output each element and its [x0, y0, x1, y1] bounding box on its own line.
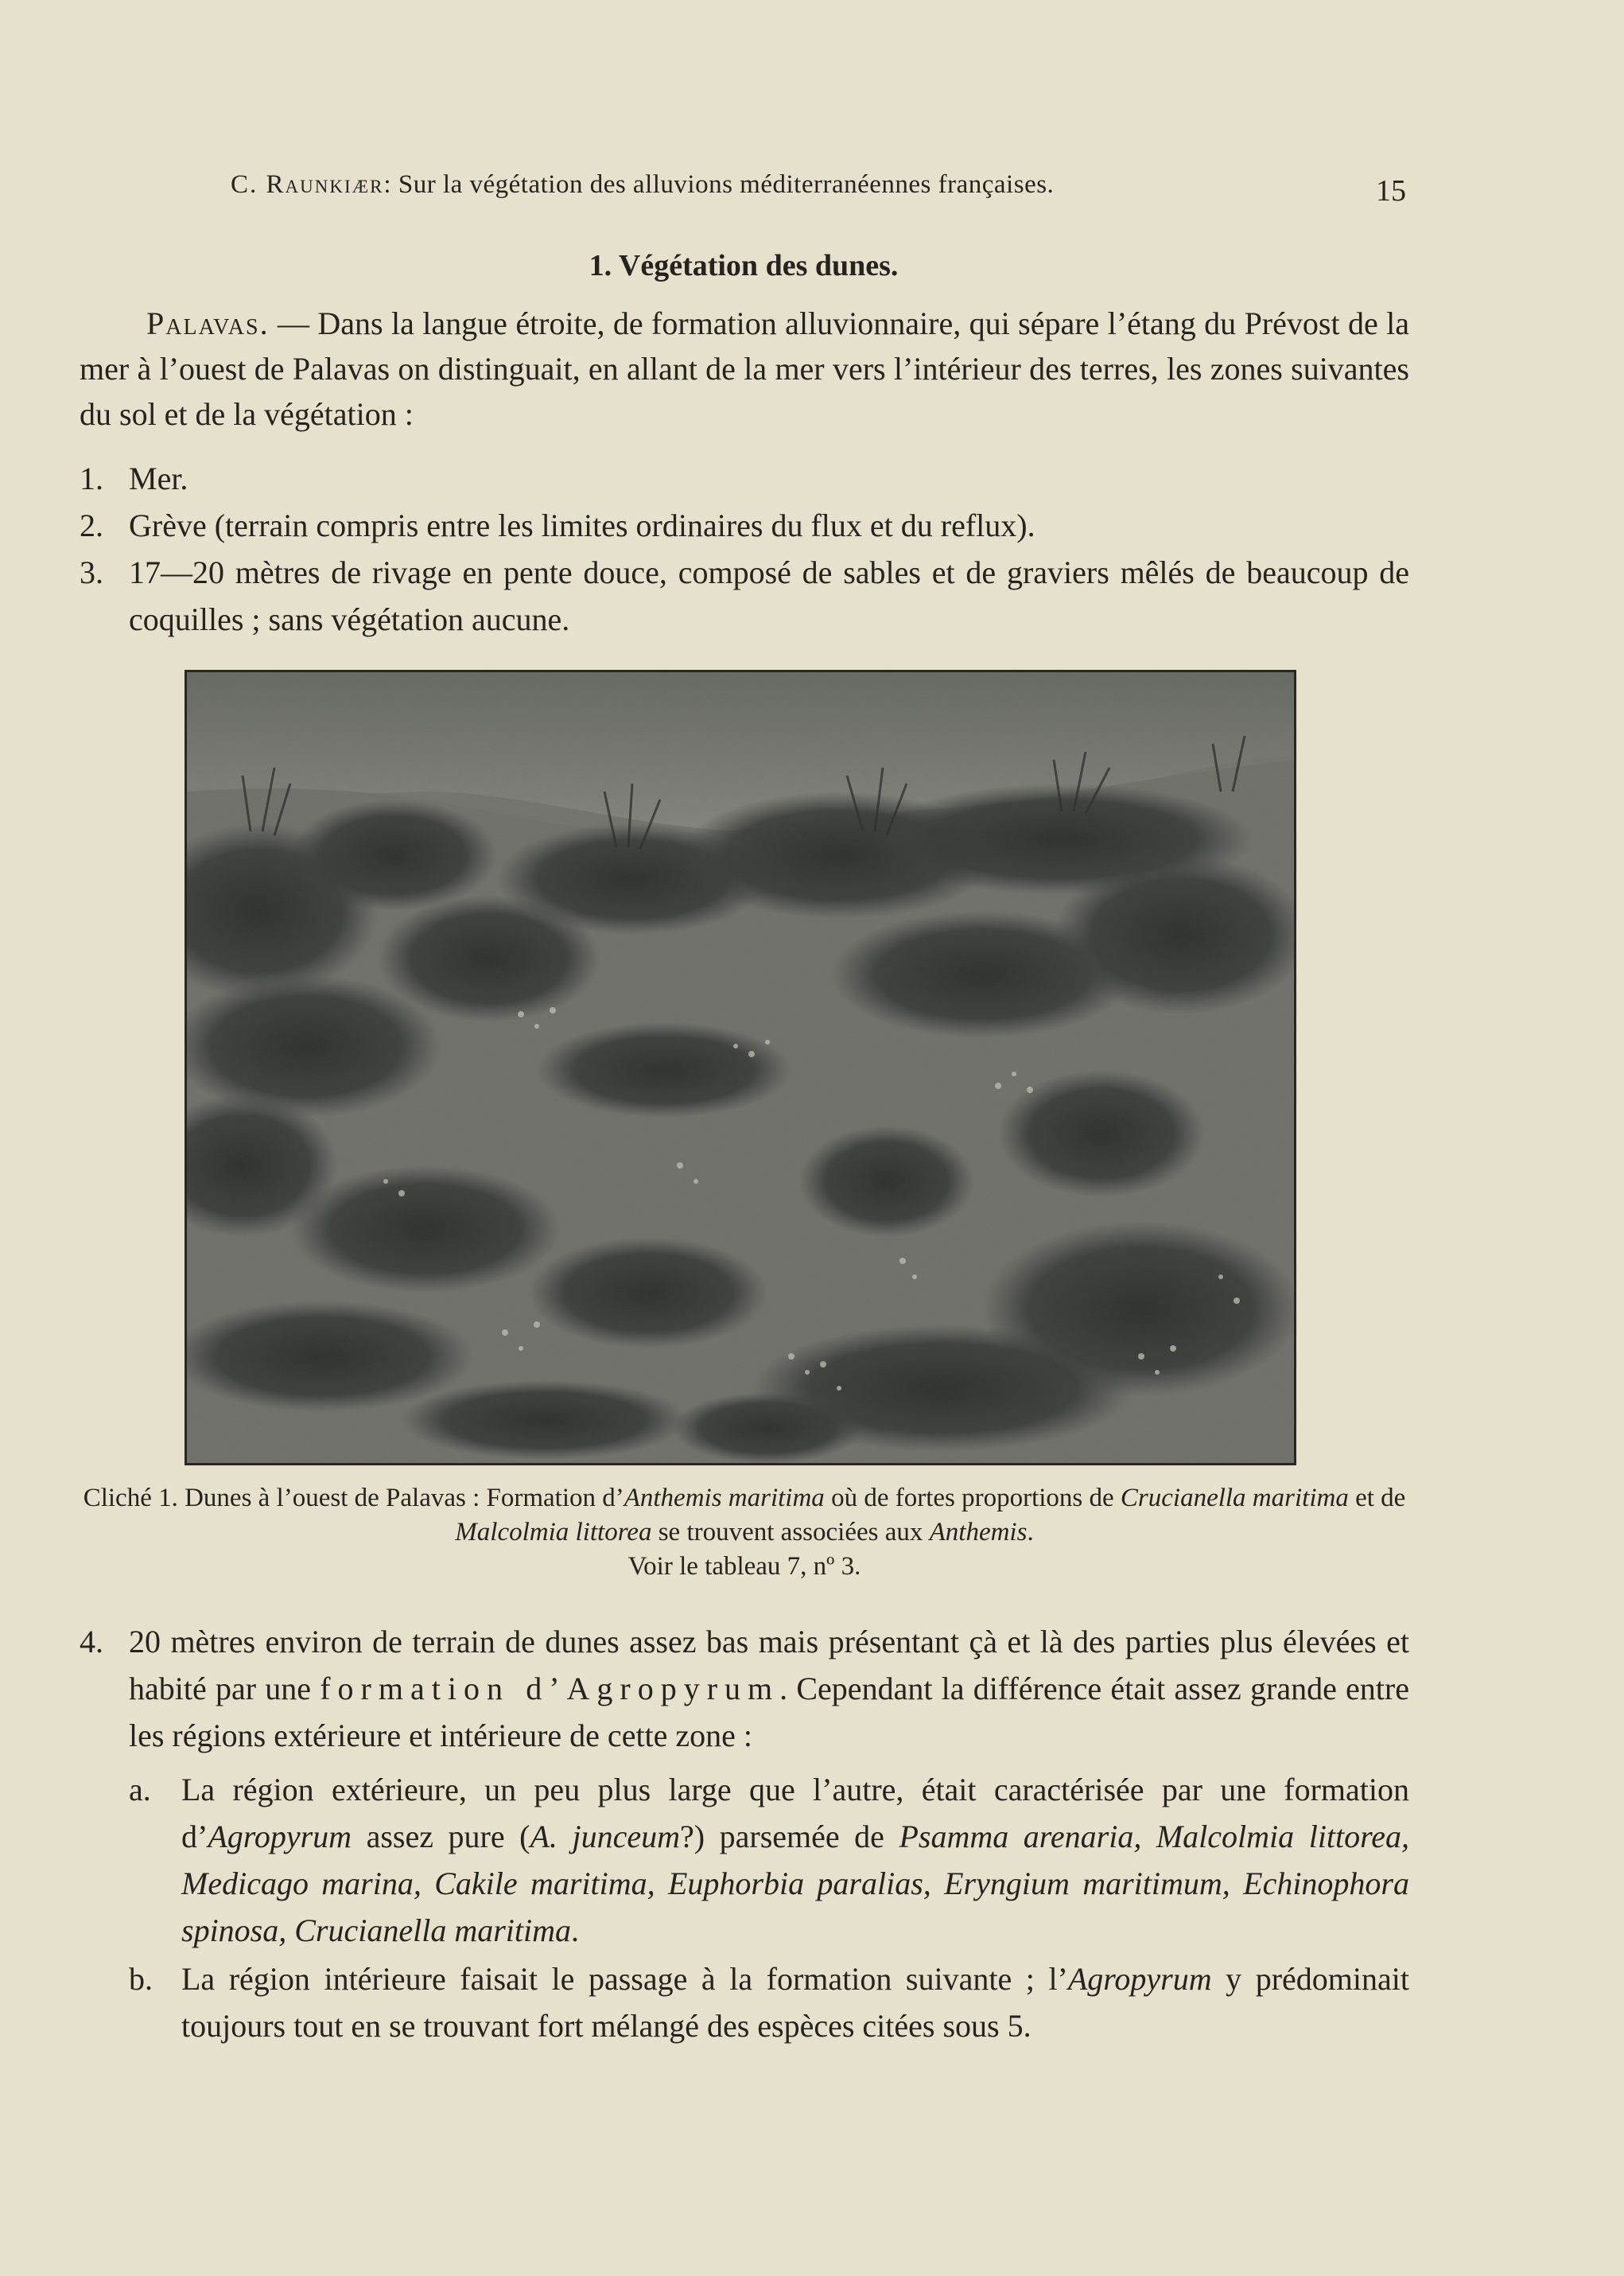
zone-text: Grève (terrain compris entre les limites ordinaires du flux et du reflux).: [129, 508, 1035, 543]
zone-text: [129, 1618, 1409, 1759]
zone-item-4: [80, 1618, 1409, 1759]
intro-lead: Palavas.: [146, 305, 270, 341]
formation-name: formation d’Agropyrum: [320, 1671, 780, 1706]
sub-text-part: assez pure (: [352, 1819, 530, 1854]
sub-item-text: [181, 1955, 1409, 2049]
running-head-author: C. Raunkiær: [231, 170, 384, 199]
caption-species: Anthemis maritima: [624, 1484, 825, 1512]
zone-number: 1.: [80, 461, 103, 496]
zone-item-2: [80, 502, 1409, 549]
caption-text: .: [1027, 1518, 1034, 1547]
zone-number: 2.: [80, 508, 103, 543]
sub-item-a: [129, 1766, 1409, 1954]
sub-item-text: [181, 1766, 1409, 1954]
sub-text-part: ?) parsemée de: [680, 1819, 899, 1854]
caption-text: où de fortes proportions de: [824, 1484, 1121, 1512]
zone-text-part: . Cependant la différence était assez grande entre les régions extérieure et intérieure de cette zone :: [129, 1671, 1409, 1753]
zone-item-1: [80, 455, 1409, 502]
running-head: [231, 170, 1408, 200]
intro-text: — Dans la langue étroite, de formation alluvionnaire, qui sépare l’étang du Prévost de la mer à l’ouest de Palavas on distinguait, en allant de la mer vers l’intérieur des terres, les zones suivantes du sol et de la végétation :: [80, 305, 1409, 432]
zone-text-part: 20 mètres environ de terrain de dunes assez bas mais présentant çà et là des parties plus élevées et habité par une: [129, 1624, 1409, 1706]
species-list: Psamma arenaria, Malcolmia littorea, Medicago marina, Cakile maritima, Euphorbia paralias, Eryngium maritimum, Echinophora spinosa, Crucianella maritima: [181, 1819, 1409, 1948]
zone-text: Mer.: [129, 461, 188, 496]
caption-text: se trouvent associées aux: [651, 1518, 930, 1547]
caption-species: Anthemis: [929, 1518, 1028, 1547]
intro-paragraph: [80, 301, 1409, 437]
page-number: 15: [1376, 174, 1406, 208]
caption-species: Malcolmia littorea: [455, 1518, 652, 1547]
dune-photograph: [185, 670, 1296, 1465]
sub-text-part: La région extérieure, un peu plus large que l’autre, était caractérisée par une formation d’: [181, 1772, 1409, 1854]
caption-text: Cliché 1. Dunes à l’ouest de Palavas : Formation d’: [83, 1484, 624, 1512]
species-name: Agropyrum: [1067, 1961, 1212, 1997]
caption-species: Crucianella maritima: [1120, 1484, 1349, 1512]
section-title: 1. Végétation des dunes.: [589, 249, 899, 282]
sub-text-part: .: [571, 1912, 580, 1948]
zone-number: 4.: [80, 1624, 103, 1659]
sub-item-b: [129, 1955, 1409, 2049]
zone-text: 17—20 mètres de rivage en pente douce, composé de sables et de graviers mêlés de beaucoup de coquilles ; sans végétation aucune.: [129, 554, 1409, 637]
sub-item-letter: b.: [129, 1961, 153, 1997]
zone-number: 3.: [80, 554, 103, 590]
running-head-title: : Sur la végétation des alluvions méditerranéennes françaises.: [383, 170, 1055, 199]
sub-text-part: La région intérieure faisait le passage à la formation suivante ; l’: [181, 1961, 1068, 1997]
photo-caption: [76, 1481, 1412, 1584]
sub-text-part: y prédominait toujours tout en se trouvant fort mélangé des espèces citées sous 5.: [181, 1961, 1409, 2044]
species-name: Agropyrum: [208, 1819, 352, 1854]
caption-text: et de: [1348, 1484, 1406, 1512]
zone-item-3: [80, 549, 1409, 643]
sub-item-letter: a.: [129, 1772, 151, 1807]
caption-table-reference: Voir le tableau 7, nº 3.: [627, 1552, 861, 1581]
species-name: A. junceum: [530, 1819, 680, 1854]
